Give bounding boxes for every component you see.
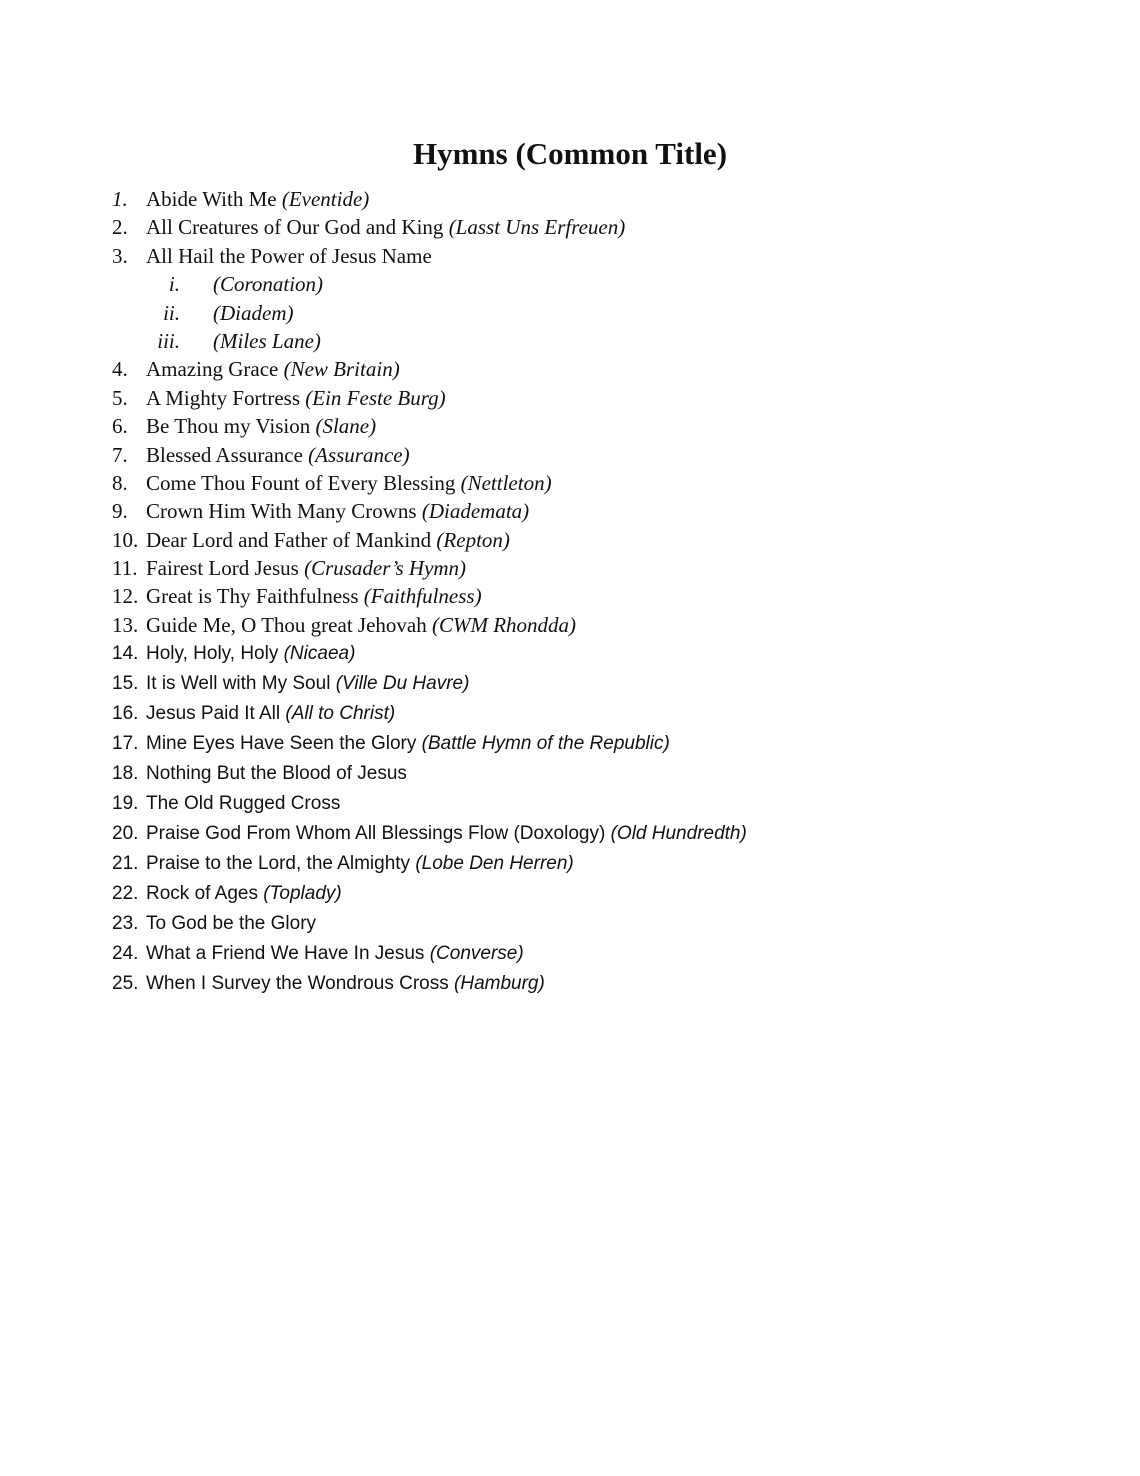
list-item <box>0 849 1140 879</box>
tune-name: (New Britain) <box>283 357 400 382</box>
item-number: 20. <box>112 823 139 845</box>
item-number: 23. <box>112 913 139 935</box>
tune-name: (Ein Feste Burg) <box>305 385 446 410</box>
tune-name: (Slane) <box>315 414 377 439</box>
tune-name: (Toplady) <box>263 883 342 905</box>
hymn-title: Dear Lord and Father of Mankind <box>146 527 432 552</box>
item-text <box>146 879 342 909</box>
list-item <box>0 469 1140 497</box>
tune-name: (CWM Rhondda) <box>431 612 577 637</box>
item-text <box>146 699 395 729</box>
item-number: 21. <box>112 853 139 875</box>
hymn-title: Jesus Paid It All <box>146 703 281 725</box>
item-text <box>146 849 574 879</box>
item-number: 22. <box>112 883 139 905</box>
list-item <box>0 939 1140 969</box>
sub-list-item <box>0 299 1140 327</box>
sub-list-item <box>0 327 1140 355</box>
tune-name: (Assurance) <box>308 442 410 467</box>
item-number: 17. <box>112 733 139 755</box>
sub-item-number: i. <box>168 272 180 297</box>
list-item <box>0 909 1140 939</box>
item-text <box>146 582 482 610</box>
hymn-title: When I Survey the Wondrous Cross <box>146 973 449 995</box>
item-number: 12. <box>112 584 139 609</box>
list-item <box>0 242 1140 270</box>
hymn-title: Nothing But the Blood of Jesus <box>146 763 407 785</box>
hymn-title: It is Well with My Soul <box>146 673 331 695</box>
page-title: Hymns (Common Title) <box>412 136 728 171</box>
hymn-title: Praise God From Whom All Blessings Flow (Doxology) <box>146 823 606 845</box>
list-item <box>0 554 1140 582</box>
item-number: 7. <box>112 442 128 467</box>
hymn-title: Amazing Grace <box>146 357 279 382</box>
item-number: 6. <box>112 414 128 439</box>
item-number: 13. <box>112 612 139 637</box>
item-text <box>146 759 407 789</box>
list-item <box>0 497 1140 525</box>
tune-name: (All to Christ) <box>285 703 396 725</box>
item-text <box>146 939 524 969</box>
item-text <box>146 909 316 939</box>
hymn-title: Crown Him With Many Crowns <box>146 499 417 524</box>
tune-name: (Nettleton) <box>460 470 552 495</box>
hymn-list <box>0 185 1140 999</box>
hymn-title: Blessed Assurance <box>146 442 303 467</box>
hymn-title: Rock of Ages <box>146 883 258 905</box>
tune-name: (Repton) <box>436 527 510 552</box>
item-text <box>146 185 369 213</box>
tune-name: (Nicaea) <box>283 643 356 665</box>
item-number: 14. <box>112 643 139 665</box>
item-text <box>146 469 552 497</box>
item-number: 9. <box>112 499 128 524</box>
list-item <box>0 412 1140 440</box>
tune-name: (Faithfulness) <box>363 584 482 609</box>
tune-name: (Converse) <box>429 943 524 965</box>
tune-name: (Lasst Uns Erfreuen) <box>448 215 626 240</box>
list-item <box>0 819 1140 849</box>
list-item <box>0 669 1140 699</box>
item-text <box>146 497 529 525</box>
tune-name: (Hamburg) <box>454 973 545 995</box>
hymn-title: Holy, Holy, Holy <box>146 643 279 665</box>
item-text <box>146 819 747 849</box>
item-number: 4. <box>112 357 128 382</box>
item-number: 18. <box>112 763 139 785</box>
sub-item-number: iii. <box>157 328 180 353</box>
list-item <box>0 355 1140 383</box>
hymn-title: All Hail the Power of Jesus Name <box>146 243 432 268</box>
list-item <box>0 879 1140 909</box>
hymn-title: Guide Me, O Thou great Jehovah <box>146 612 427 637</box>
item-number: 11. <box>112 556 138 581</box>
list-item <box>0 384 1140 412</box>
hymn-title: All Creatures of Our God and King <box>146 215 444 240</box>
hymn-title: What a Friend We Have In Jesus <box>146 943 425 965</box>
hymn-title: A Mighty Fortress <box>146 385 301 410</box>
item-number: 2. <box>112 215 128 240</box>
item-text <box>146 729 670 759</box>
hymn-title: To God be the Glory <box>146 913 317 935</box>
item-number: 15. <box>112 673 139 695</box>
item-text <box>146 969 545 999</box>
tune-name: (Battle Hymn of the Republic) <box>421 733 670 755</box>
hymn-title: Fairest Lord Jesus <box>146 556 299 581</box>
item-number: 3. <box>112 243 128 268</box>
tune-name: (Lobe Den Herren) <box>415 853 574 875</box>
list-item <box>0 526 1140 554</box>
list-item <box>0 759 1140 789</box>
sub-list-item <box>0 270 1140 298</box>
hymn-title: The Old Rugged Cross <box>146 793 341 815</box>
item-number: 5. <box>112 385 128 410</box>
hymn-title: Abide With Me <box>146 187 277 211</box>
list-item <box>0 639 1140 669</box>
list-item <box>0 213 1140 241</box>
hymn-title: Great is Thy Faithfulness <box>146 584 359 609</box>
tune-name: (Eventide) <box>281 187 370 211</box>
item-text <box>146 355 400 383</box>
item-text <box>146 526 510 554</box>
list-item <box>0 699 1140 729</box>
list-item <box>0 789 1140 819</box>
tune-name: (Ville Du Havre) <box>335 673 470 695</box>
list-item <box>0 185 1140 213</box>
hymn-title: Be Thou my Vision <box>146 414 311 439</box>
item-number: 8. <box>112 470 128 495</box>
item-text <box>146 554 466 582</box>
list-item <box>0 969 1140 999</box>
item-text <box>146 639 355 669</box>
sub-item-number: ii. <box>163 300 180 325</box>
hymn-title: Praise to the Lord, the Almighty <box>146 853 411 875</box>
tune-name: (Diademata) <box>421 499 530 524</box>
item-text <box>146 789 340 819</box>
item-text <box>146 384 446 412</box>
hymn-title: Come Thou Fount of Every Blessing <box>146 470 456 495</box>
list-item <box>0 611 1140 639</box>
tune-name: (Coronation) <box>213 272 324 297</box>
list-item <box>0 582 1140 610</box>
item-text <box>146 611 576 639</box>
hymn-title: Mine Eyes Have Seen the Glory <box>146 733 417 755</box>
item-text <box>146 441 410 469</box>
item-number: 25. <box>112 973 139 995</box>
item-number: 1. <box>112 187 128 211</box>
list-item <box>0 441 1140 469</box>
item-number: 16. <box>112 703 139 725</box>
tune-name: (Diadem) <box>213 300 294 325</box>
tune-name: (Miles Lane) <box>213 328 321 353</box>
item-text <box>146 412 376 440</box>
item-number: 24. <box>112 943 139 965</box>
item-text <box>146 213 625 241</box>
item-number: 10. <box>112 527 139 552</box>
item-number: 19. <box>112 793 139 815</box>
item-text <box>146 669 469 699</box>
item-text <box>146 242 432 270</box>
list-item <box>0 729 1140 759</box>
tune-name: (Crusader’s Hymn) <box>304 556 467 581</box>
tune-name: (Old Hundredth) <box>610 823 747 845</box>
